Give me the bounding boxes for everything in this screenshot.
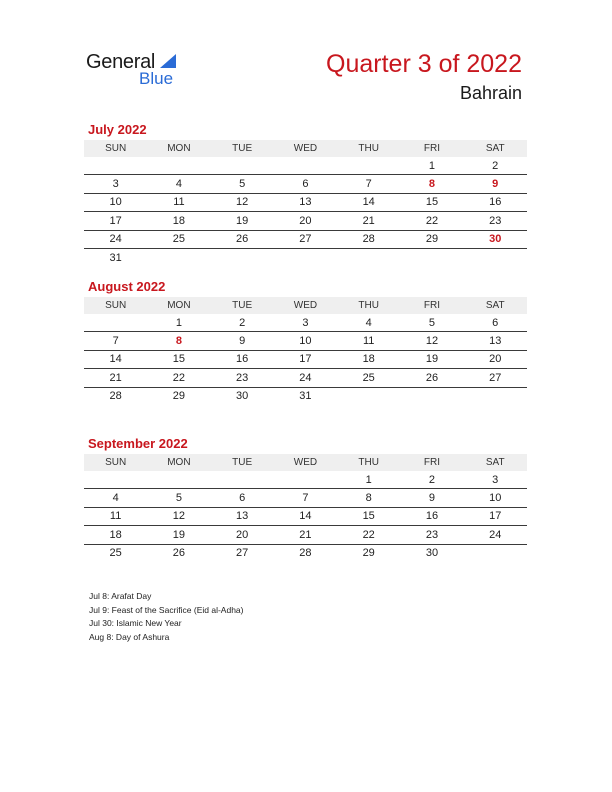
day-cell: 8: [365, 492, 372, 505]
day-cell: 19: [236, 214, 249, 227]
day-cell: 19: [425, 353, 439, 366]
day-cell: 20: [236, 528, 249, 541]
day-cell: 12: [425, 335, 439, 348]
weekday-header: [84, 454, 527, 471]
day-cell: 18: [362, 353, 375, 366]
weekday-label: SAT: [485, 143, 505, 154]
day-cell: 13: [299, 196, 312, 209]
day-cell: 6: [239, 492, 246, 505]
day-cell: 17: [299, 353, 312, 366]
month-title: July 2022: [88, 122, 147, 137]
holiday-list: [89, 590, 244, 644]
day-cell: 20: [489, 353, 502, 366]
day-cell: 2: [239, 316, 246, 329]
day-cell: 29: [172, 390, 186, 403]
day-cell: 5: [175, 492, 182, 505]
logo-blue-text: Blue: [139, 69, 174, 88]
day-cell: 6: [302, 178, 309, 191]
month-july: [84, 122, 527, 266]
weekday-label: WED: [293, 300, 318, 311]
day-cell: 22: [425, 214, 439, 227]
weekday-header: [84, 297, 527, 314]
day-cell: 13: [236, 510, 249, 523]
day-cell: 11: [109, 510, 122, 523]
day-cell: 21: [362, 214, 375, 227]
day-cell: 23: [236, 371, 249, 384]
weekday-label: SAT: [485, 300, 505, 311]
day-cell: 28: [299, 547, 312, 560]
day-cell: 12: [236, 196, 249, 209]
week-row: [84, 369, 527, 387]
weekday-label: MON: [167, 143, 191, 154]
week-row: [84, 332, 527, 350]
weekday-label: TUE: [232, 300, 253, 311]
day-cell: 30: [489, 233, 502, 246]
day-cell: 27: [489, 371, 502, 384]
day-cell: 24: [299, 371, 312, 384]
day-cell: 1: [365, 473, 372, 486]
day-cell: 7: [302, 492, 309, 505]
day-cell: 13: [489, 335, 502, 348]
day-cell: 15: [362, 510, 375, 523]
holiday-item: Jul 30: Islamic New Year: [89, 618, 182, 628]
day-cell: 17: [109, 214, 122, 227]
weekday-label: FRI: [423, 300, 441, 311]
day-cell: 16: [425, 510, 439, 523]
day-cell: 23: [425, 528, 439, 541]
week-row: [84, 489, 527, 507]
day-cell: 21: [299, 528, 312, 541]
week-row: [84, 194, 527, 212]
day-cell: 18: [172, 214, 186, 227]
day-cell: 23: [489, 214, 502, 227]
week-row: [84, 157, 527, 175]
day-cell: 11: [173, 196, 185, 209]
logo-triangle-icon: [160, 54, 176, 68]
weekday-label: SUN: [105, 143, 127, 154]
country-name: Bahrain: [459, 83, 522, 103]
holiday-item: Aug 8: Day of Ashura: [89, 631, 170, 642]
day-cell: 26: [236, 233, 249, 246]
day-cell: 27: [236, 547, 249, 560]
weekday-label: MON: [167, 300, 191, 311]
day-cell: 28: [362, 233, 375, 246]
day-cell: 3: [492, 473, 499, 486]
weekday-label: WED: [293, 143, 318, 154]
weekday-label: MON: [167, 457, 191, 468]
day-cell: 15: [425, 196, 439, 209]
weekday-label: FRI: [423, 143, 441, 154]
day-cell: 30: [236, 390, 249, 403]
page-title: Quarter 3 of 2022: [326, 50, 522, 78]
weekday-label: SAT: [485, 457, 505, 468]
week-row: [84, 508, 527, 526]
day-cell: 5: [428, 316, 436, 329]
weekday-label: THU: [358, 457, 379, 468]
day-cell: 8: [175, 335, 182, 348]
day-cell: 25: [109, 547, 122, 560]
month-september: [84, 436, 527, 562]
weekday-label: THU: [358, 143, 379, 154]
day-cell: 14: [362, 196, 375, 209]
day-cell: 3: [302, 316, 309, 329]
day-cell: 14: [299, 510, 312, 523]
weekday-label: THU: [358, 300, 379, 311]
day-cell: 31: [299, 390, 312, 403]
day-cell: 9: [492, 178, 499, 191]
day-cell: 5: [239, 178, 246, 191]
day-cell: 24: [489, 528, 502, 541]
day-cell: 16: [489, 196, 502, 209]
month-title: September 2022: [88, 436, 188, 451]
month-title: August 2022: [88, 279, 166, 294]
day-cell: 17: [489, 510, 502, 523]
week-row: [84, 526, 527, 544]
day-cell: 25: [362, 371, 375, 384]
day-cell: 31: [109, 251, 122, 264]
weekday-label: TUE: [232, 457, 253, 468]
day-cell: 1: [175, 316, 182, 329]
day-cell: 4: [365, 316, 372, 329]
weekday-label: FRI: [423, 457, 441, 468]
week-row: [84, 471, 527, 489]
day-cell: 3: [112, 178, 119, 191]
day-cell: 4: [175, 178, 182, 191]
day-cell: 18: [109, 528, 122, 541]
week-row: [84, 175, 527, 193]
day-cell: 11: [362, 335, 375, 348]
day-cell: 30: [425, 547, 439, 560]
day-cell: 22: [172, 371, 186, 384]
day-cell: 16: [236, 353, 249, 366]
weekday-label: WED: [293, 457, 318, 468]
day-cell: 27: [299, 233, 312, 246]
week-row: [84, 545, 527, 562]
month-august: [84, 279, 527, 405]
weekday-label: TUE: [232, 143, 253, 154]
day-cell: 10: [109, 196, 122, 209]
day-cell: 21: [109, 371, 122, 384]
weekday-label: SUN: [105, 457, 127, 468]
day-cell: 2: [492, 159, 499, 172]
day-cell: 15: [172, 353, 186, 366]
day-cell: 10: [489, 492, 502, 505]
day-cell: 9: [239, 335, 246, 348]
holiday-item: Jul 9: Feast of the Sacrifice (Eid al-Adha): [89, 604, 244, 615]
day-cell: 28: [109, 390, 122, 403]
week-row: [84, 231, 527, 249]
day-cell: 4: [112, 492, 119, 505]
weekday-label: SUN: [105, 300, 127, 311]
day-cell: 1: [428, 159, 436, 172]
day-cell: 8: [428, 178, 436, 191]
week-row: [84, 351, 527, 369]
day-cell: 26: [172, 547, 186, 560]
day-cell: 19: [172, 528, 186, 541]
day-cell: 25: [172, 233, 186, 246]
week-row: [84, 314, 527, 332]
day-cell: 10: [299, 335, 312, 348]
day-cell: 22: [362, 528, 375, 541]
day-cell: 14: [109, 353, 122, 366]
day-cell: 7: [112, 335, 119, 348]
weekday-header: [84, 140, 527, 157]
week-row: [84, 249, 527, 266]
day-cell: 20: [299, 214, 312, 227]
day-cell: 29: [425, 233, 439, 246]
generalblue-logo: [86, 51, 196, 91]
holiday-item: Jul 8: Arafat Day: [89, 591, 152, 601]
week-row: [84, 388, 527, 405]
logo-general-text: General: [86, 51, 156, 73]
day-cell: 2: [428, 473, 436, 486]
day-cell: 12: [172, 510, 186, 523]
day-cell: 6: [492, 316, 499, 329]
day-cell: 7: [365, 178, 372, 191]
week-row: [84, 212, 527, 230]
day-cell: 9: [428, 492, 436, 505]
day-cell: 26: [425, 371, 439, 384]
day-cell: 24: [109, 233, 122, 246]
day-cell: 29: [362, 547, 375, 560]
